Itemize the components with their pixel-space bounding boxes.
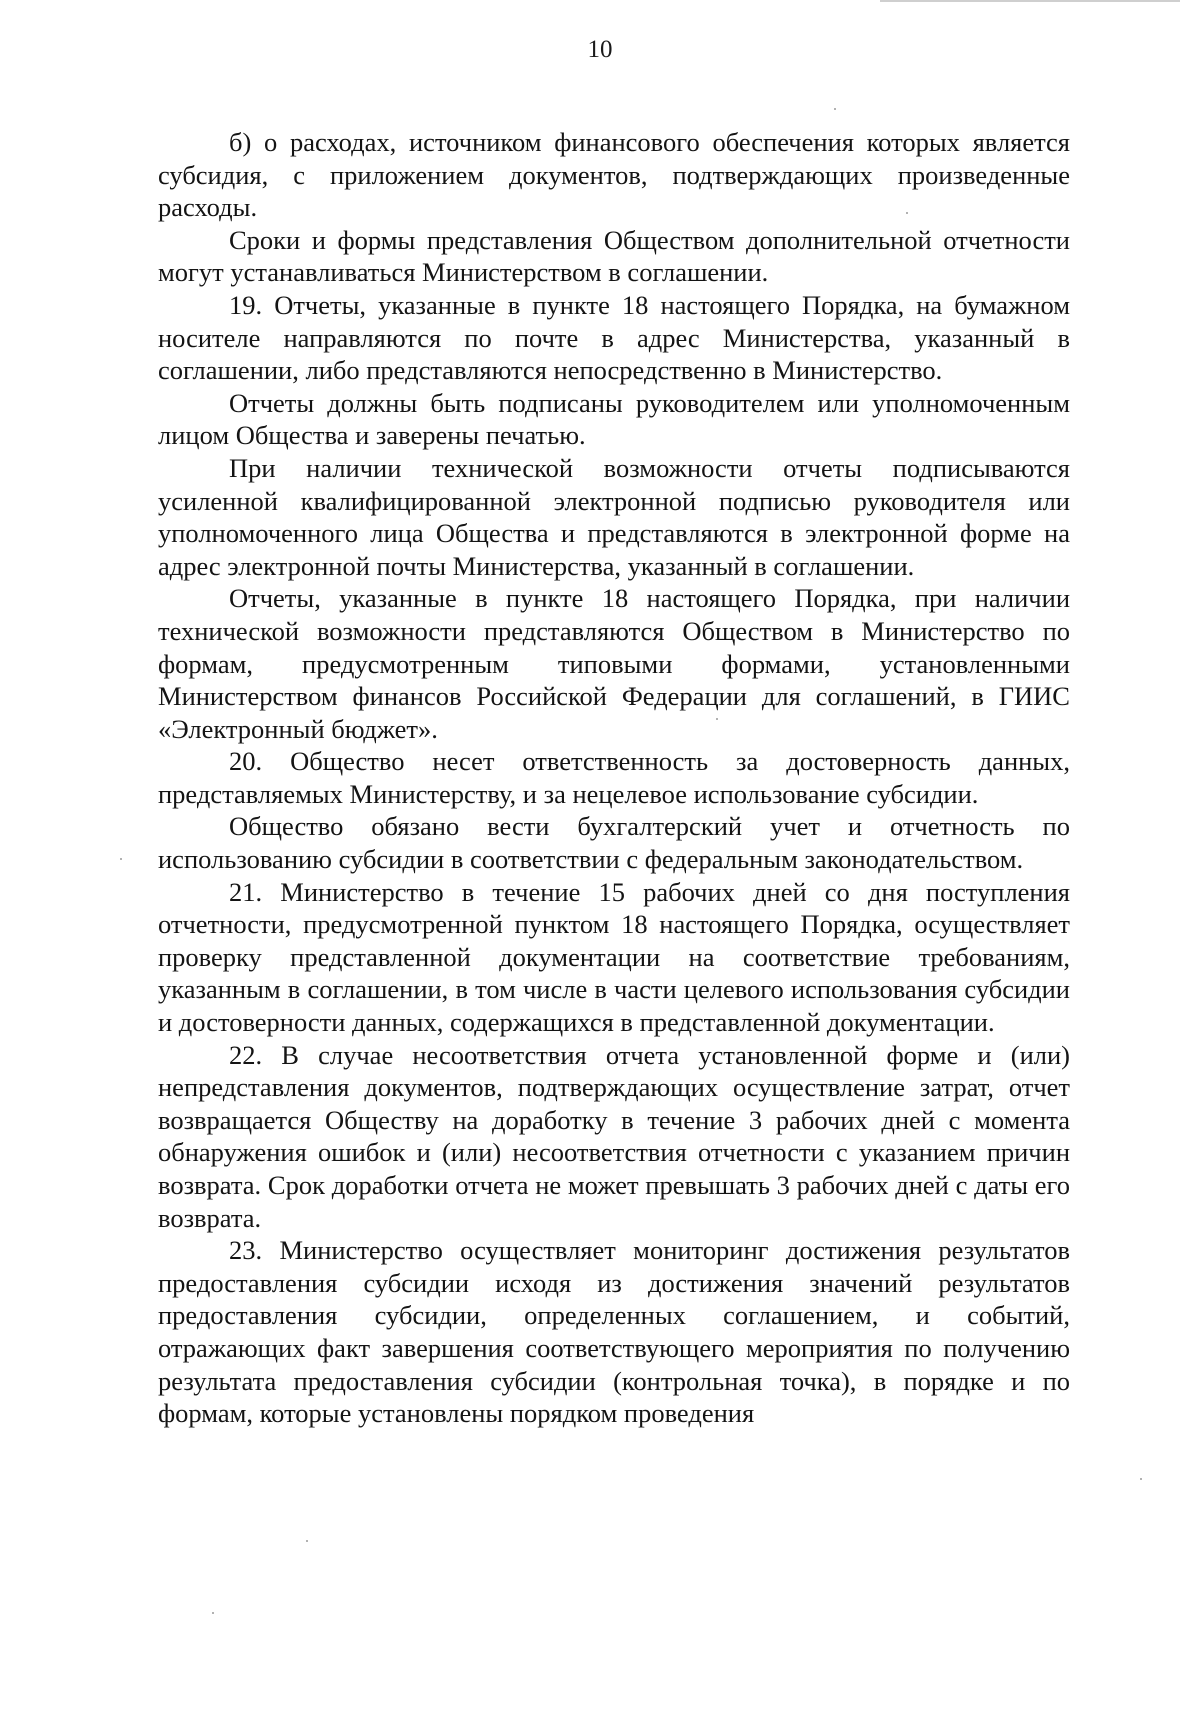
paragraph-b-expenses: б) о расходах, источником финансового обеспечения которых является субсидия, с приложением документов, подтверждающих произведенные расходы. (158, 127, 1070, 223)
paragraph-22-nonconformity: 22. В случае несоответствия отчета установленной форме и (или) непредставления документов, подтверждающих осуществление затрат, отчет возвращается Обществу на доработку в течение 3 рабочих дней с момента обнаружения ошибок и (или) несоответствия отчетности с указанием причин возврата. Срок доработки отчета не может превышать 3 рабочих дней с даты его возврата. (158, 1039, 1070, 1233)
paragraph-20-responsibility: 20. Общество несет ответственность за достоверность данных, представляемых Министерству, и за нецелевое использование субсидии. (158, 746, 1070, 809)
paragraph-reports-signed: Отчеты должны быть подписаны руководителем или уполномоченным лицом Общества и заверены печатью. (158, 387, 1070, 451)
scan-speck (306, 1540, 308, 1542)
scan-speck (834, 108, 836, 110)
document-body (158, 126, 1070, 1430)
scan-speck (716, 718, 718, 720)
paragraph-reporting-terms: Сроки и формы представления Обществом дополнительной отчетности могут устанавливаться Министерством в соглашении. (158, 224, 1070, 288)
scan-speck (212, 1612, 214, 1614)
scan-speck (120, 858, 122, 860)
paragraph-electronic-signature: При наличии технической возможности отчеты подписываются усиленной квалифицированной электронной подписью руководителя или уполномоченного лица Общества и представляются в электронной форме на адрес электронной почты Министерства, указанный в соглашении. (158, 452, 1070, 581)
scan-speck (1140, 1478, 1142, 1480)
paragraph-21-verification: 21. Министерство в течение 15 рабочих дней со дня поступления отчетности, предусмотренной пунктом 18 настоящего Порядка, осуществляет проверку представленной документации на соответствие требованиям, указанным в соглашении, в том числе в части целевого использования субсидии и достоверности данных, содержащихся в представленной документации. (158, 876, 1070, 1038)
scan-speck (906, 212, 908, 214)
page-number: 10 (587, 36, 613, 63)
paragraph-19-paper-reports: 19. Отчеты, указанные в пункте 18 настоящего Порядка, на бумажном носителе направляются по почте в адрес Министерства, указанный в соглашении, либо представляются непосредственно в Министерство. (158, 289, 1070, 386)
paragraph-accounting-obligation: Общество обязано вести бухгалтерский учет и отчетность по использованию субсидии в соответствии с федеральным законодательством. (158, 811, 1070, 875)
paragraph-23-monitoring: 23. Министерство осуществляет мониторинг достижения результатов предоставления субсидии исходя из достижения значений результатов предоставления субсидии, определенных соглашением, и событий, отражающих факт завершения соответствующего мероприятия по получению результата предоставления субсидии (контрольная точка), в порядке и по формам, которые установлены порядком проведения (158, 1235, 1070, 1429)
paragraph-electronic-budget: Отчеты, указанные в пункте 18 настоящего Порядка, при наличии технической возможности представляются Обществом в Министерство по формам, предусмотренным типовыми формами, установленными Министерством финансов Российской Федерации для соглашений, в ГИИС «Электронный бюджет». (158, 583, 1070, 744)
scan-edge-line (880, 0, 1180, 2)
